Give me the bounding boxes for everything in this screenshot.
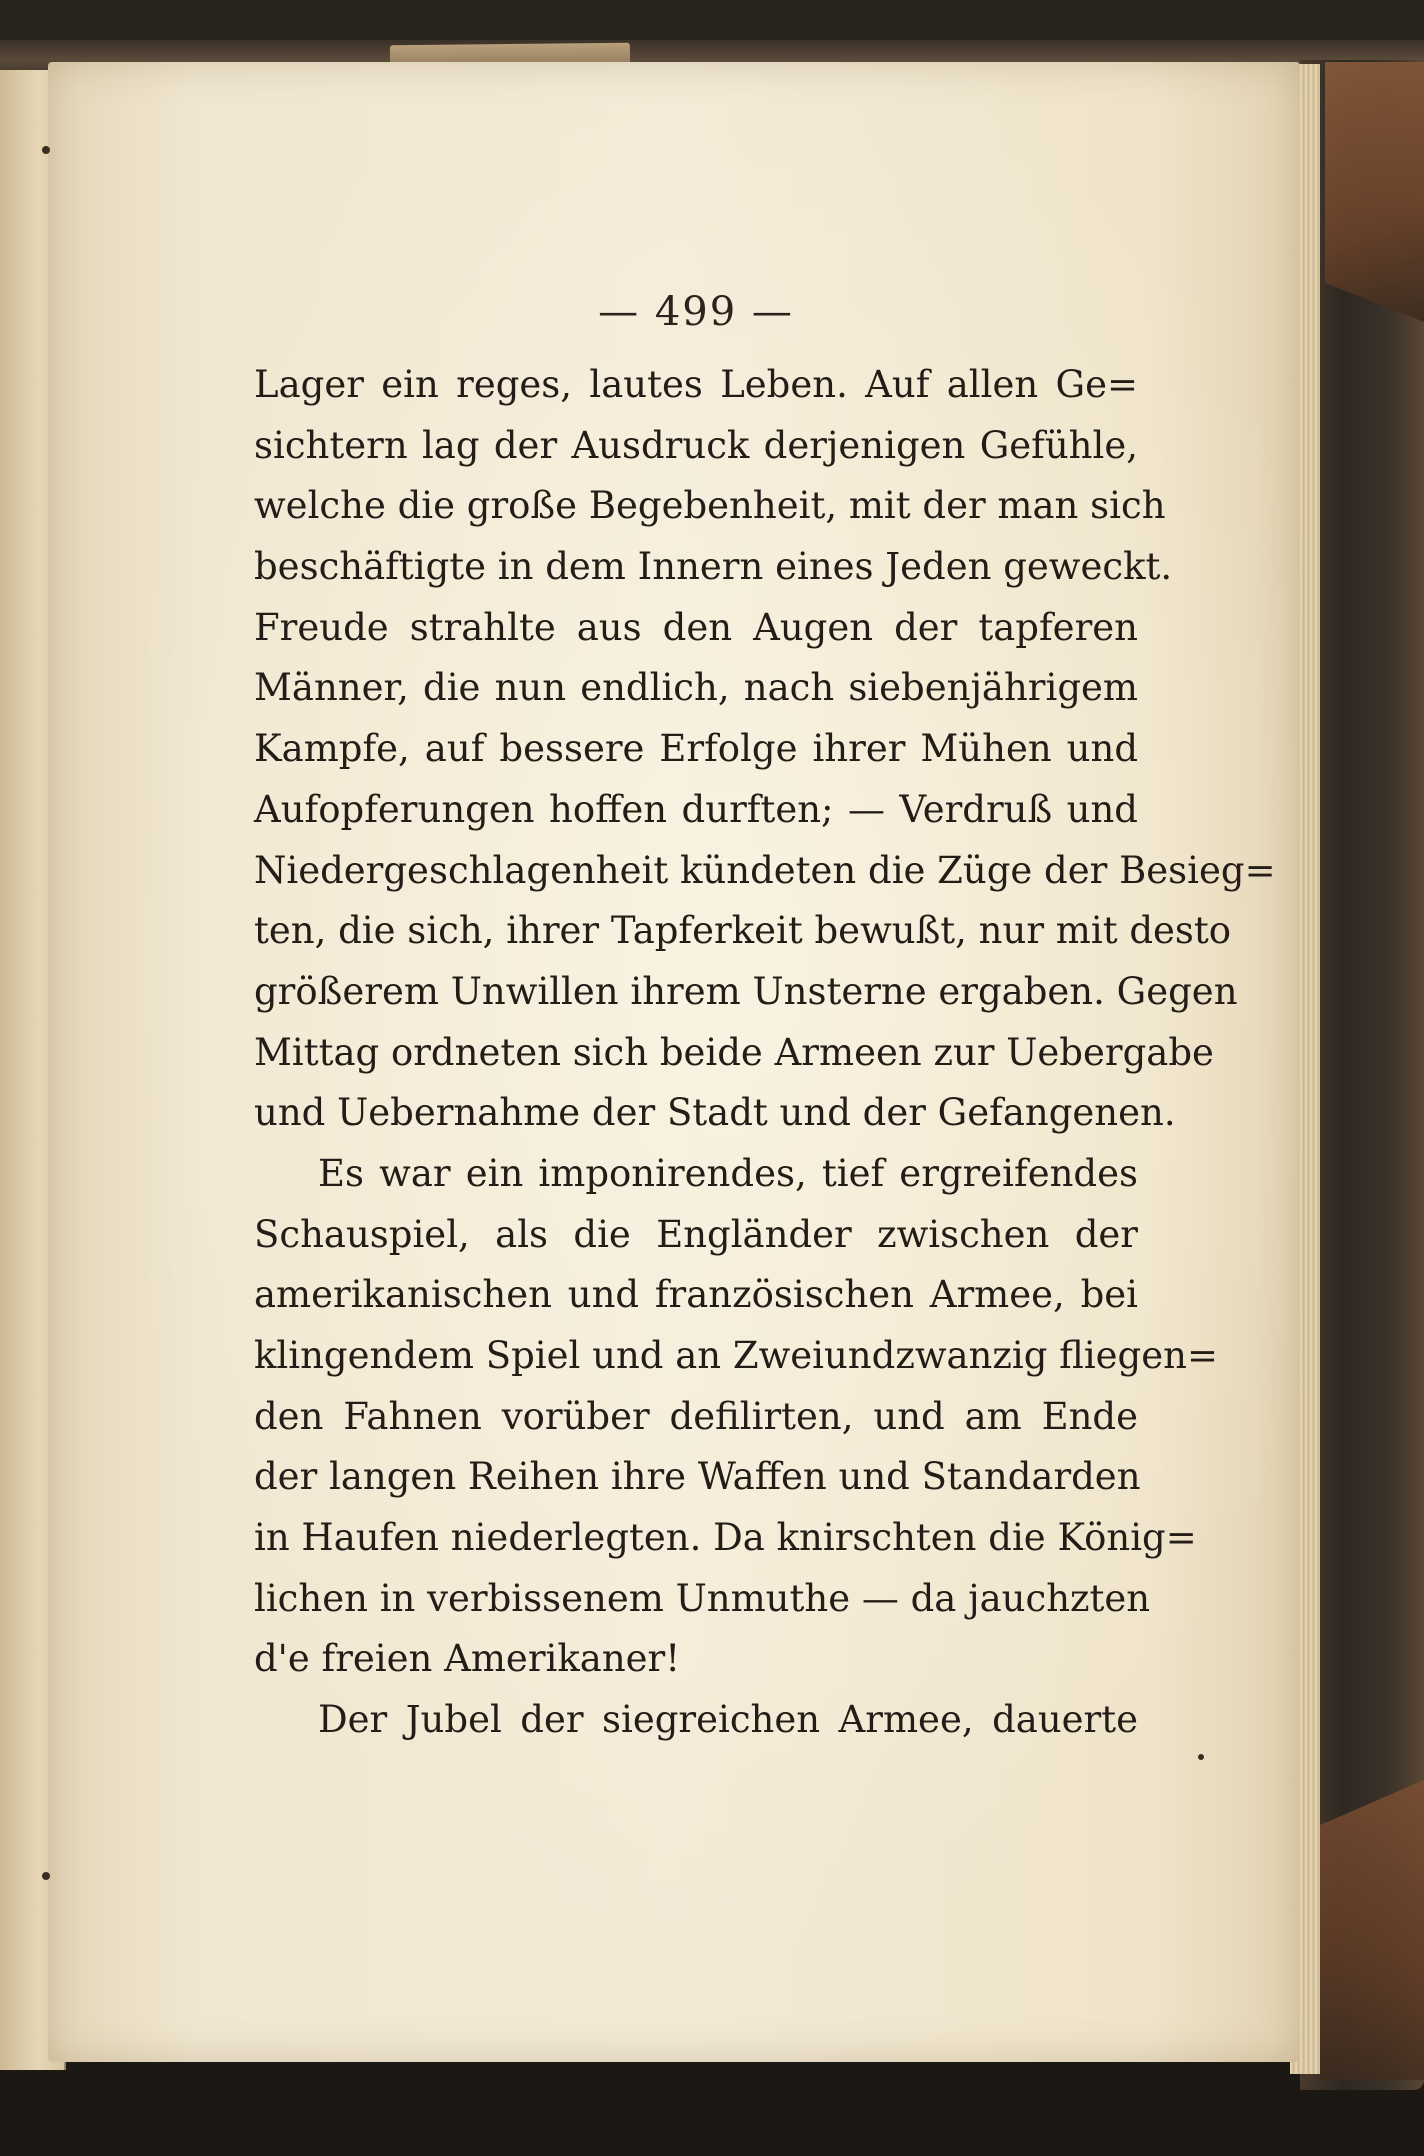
text-line: Mittag ordneten sich beide Armeen zur Uebergabe <box>254 1030 1214 1074</box>
text-line: in Haufen niederlegten. Da knirschten die König= <box>254 1516 1197 1560</box>
text-line: beschäftigte in dem Innern eines Jeden geweckt. <box>254 545 1173 589</box>
text-line: Aufopferungen hoffen durften; — Verdruß und <box>254 787 1138 831</box>
book-page <box>48 62 1300 2062</box>
text-line: amerikanischen und französischen Armee, bei <box>254 1273 1138 1317</box>
page-speck <box>42 1872 50 1880</box>
text-line: Es war ein imponirendes, tief ergreifendes <box>318 1151 1138 1195</box>
text-line: Der Jubel der siegreichen Armee, dauerte <box>318 1698 1138 1742</box>
text-line: Freude strahlte aus den Augen der tapferen <box>254 605 1138 649</box>
text-line: Lager ein reges, lautes Leben. Auf allen Ge= <box>254 363 1138 406</box>
text-line: Niedergeschlagenheit kündeten die Züge der Besieg= <box>254 848 1276 892</box>
text-line: lichen in verbissenem Unmuthe — da jauchzten <box>254 1576 1151 1620</box>
page-speck <box>1198 1754 1204 1760</box>
text-line: sichtern lag der Ausdruck derjenigen Gefühle, <box>254 423 1138 467</box>
text-line: Kampfe, auf bessere Erfolge ihrer Mühen und <box>254 727 1138 771</box>
text-line: d'e freien Amerikaner! <box>254 1637 681 1681</box>
text-line: und Uebernahme der Stadt und der Gefangenen. <box>254 1091 1176 1135</box>
page-number: — 499 — <box>598 289 794 335</box>
text-line: größerem Unwillen ihrem Unsterne ergaben. Gegen <box>254 969 1238 1013</box>
text-line: ten, die sich, ihrer Tapferkeit bewußt, nur mit desto <box>254 909 1232 953</box>
text-line: den Fahnen vorüber defilirten, und am Ende <box>254 1394 1138 1438</box>
page-speck <box>42 146 50 154</box>
text-line: klingendem Spiel und an Zweiundzwanzig fliegen= <box>254 1334 1218 1377</box>
text-line: Schauspiel, als die Engländer zwischen der <box>254 1212 1138 1256</box>
page-content <box>254 277 1276 1751</box>
text-line: der langen Reihen ihre Waffen und Standarden <box>254 1455 1141 1499</box>
text-line: Männer, die nun endlich, nach siebenjährigem <box>254 666 1138 710</box>
leather-corner-bottom <box>1320 1780 1424 2080</box>
body-text <box>254 355 1276 1751</box>
leather-corner-top <box>1325 62 1424 322</box>
text-line: welche die große Begebenheit, mit der man sich <box>254 484 1166 528</box>
